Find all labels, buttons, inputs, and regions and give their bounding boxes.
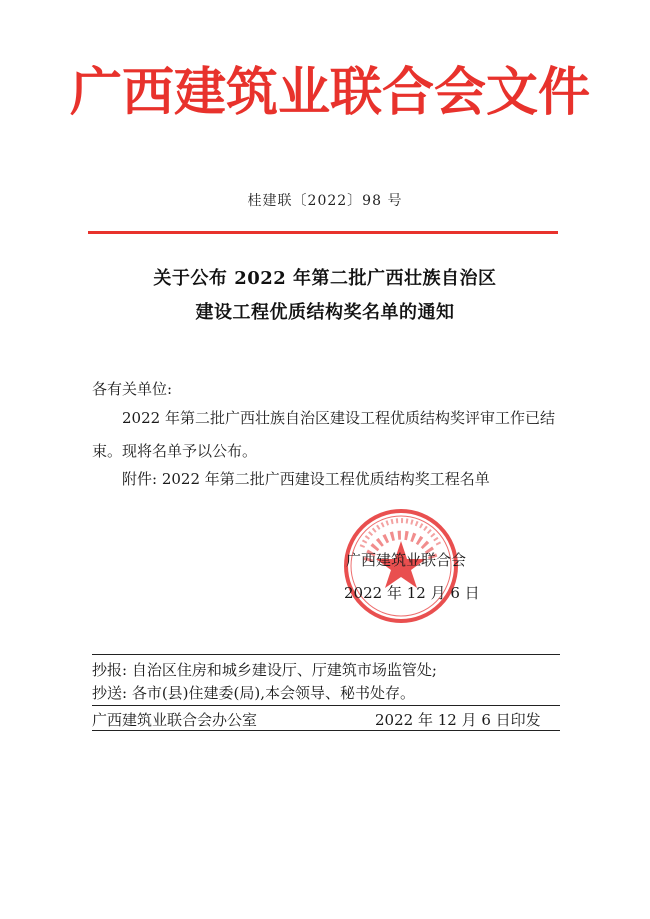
footer-divider-top [92,654,560,655]
salutation: 各有关单位: [92,380,173,398]
notice-title-line-1: 关于公布 2022 年第二批广西壮族自治区 [153,268,497,289]
footer-divider-middle [92,705,560,706]
issuing-office: 广西建筑业联合会办公室 [92,711,258,729]
signature-date: 2022 年 12 月 6 日 [344,584,480,602]
body-paragraph: 2022 年第二批广西壮族自治区建设工程优质结构奖评审工作已结束。现将名单予以公布。 [92,409,555,460]
document-header-title: 广西建筑业联合会文件 [70,62,591,123]
notice-title-line-2: 建设工程优质结构奖名单的通知 [195,302,455,323]
cc-send-line: 抄送: 各市(县)住建委(局),本会领导、秘书处存。 [92,684,416,702]
header-divider [88,231,558,234]
cc-report-line: 抄报: 自治区住房和城乡建设厅、厅建筑市场监管处; [92,661,437,679]
footer-divider-bottom [92,730,560,731]
signature-organization: 广西建筑业联合会 [346,551,467,569]
document-number: 桂建联〔2022〕98 号 [247,193,403,209]
attachment-line: 附件: 2022 年第二批广西建设工程优质结构奖工程名单 [122,470,490,488]
print-date: 2022 年 12 月 6 日印发 [375,711,541,729]
